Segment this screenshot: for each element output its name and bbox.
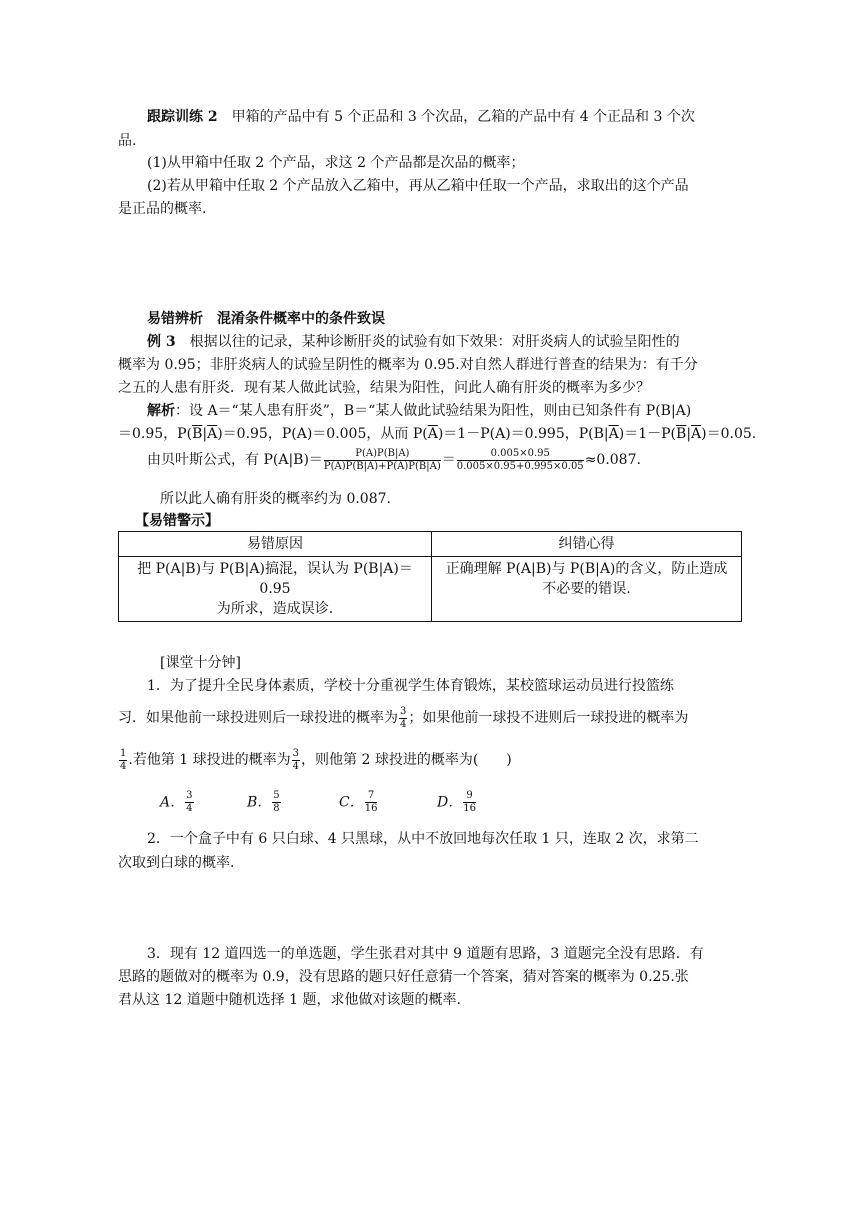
track-line2: 品. <box>118 133 137 149</box>
option-d <box>437 791 477 814</box>
example-line2: 概率为 0.95；非肝炎病人的试验呈阴性的概率为 0.95.对自然人群进行普查的结果为：有千分 <box>118 357 698 373</box>
q1-line3-a: .若他第 1 球投进的概率为 <box>128 752 291 768</box>
reason-line2: 为所求，造成误诊. <box>216 601 334 617</box>
bayes-result: ≈0.087. <box>584 452 641 468</box>
frac-den: 16 <box>364 803 378 814</box>
frac-num: 3 <box>186 790 193 801</box>
track-q1: (1)从甲箱中任取 2 个产品，求这 2 个产品都是次品的概率； <box>147 155 525 171</box>
q1-line3-b: ，则他第 2 球投进的概率为( ) <box>301 752 512 768</box>
q1-line2-a: 习．如果他前一球投进则后一球投进的概率为 <box>118 710 398 726</box>
sol2-g: )＝1－P(A)＝0.995，P(B| <box>437 426 609 442</box>
option-fraction <box>272 791 280 814</box>
option-b <box>247 791 282 814</box>
solution-line2 <box>118 424 756 444</box>
bayes-line <box>147 446 641 474</box>
fraction-3-4 <box>399 707 407 730</box>
bayes-prefix: 由贝叶斯公式，有 P(A|B)＝ <box>147 452 323 468</box>
q1-line1: 1．为了提升全民身体素质，学校十分重视学生体育锻炼，某校篮球运动员进行投篮练 <box>147 678 674 694</box>
sol2-e: )＝0.95，P(A)＝0.005，从而 P( <box>217 426 428 442</box>
sol2-c: | <box>202 426 208 442</box>
frac-num: 3 <box>292 747 300 759</box>
track-q2a: (2)若从甲箱中任取 2 个产品放入乙箱中，再从乙箱中任取一个产品，求取出的这个产品 <box>147 178 689 194</box>
bayes-num2: 0.005×0.95 <box>457 449 584 461</box>
option-fraction <box>185 791 193 814</box>
table-cell-reason <box>119 557 432 622</box>
example-label: 例 3 <box>147 334 176 350</box>
lesson-line2: 不必要的错误. <box>542 581 631 597</box>
bayes-fraction-1 <box>324 449 441 472</box>
option-label: A． <box>160 794 185 811</box>
bayes-num1: P(A)P(B|A) <box>324 449 441 461</box>
fraction-1-4 <box>119 749 127 772</box>
track-title: 跟踪训练 2 <box>147 109 218 125</box>
class-heading: [课堂十分钟] <box>160 655 241 671</box>
frac-num: 9 <box>463 791 476 803</box>
q2-line2: 次取到白球的概率. <box>118 855 235 871</box>
bayes-eq: ＝ <box>441 452 456 468</box>
option-label: D． <box>437 794 463 811</box>
lesson-line1: 正确理解 P(A|B)与 P(B|A)的含义，防止造成 <box>445 561 728 577</box>
option-a <box>160 791 195 814</box>
option-c <box>339 791 378 814</box>
sol2-i: )＝1－P( <box>618 426 677 442</box>
frac-den: 4 <box>120 760 127 772</box>
bayes-den2: 0.005×0.95+0.995×0.05 <box>456 460 584 472</box>
q1-line2-b: ；如果他前一球投不进则后一球投进的概率为 <box>408 710 689 726</box>
fraction-3-4b <box>292 749 300 772</box>
frac-den: 16 <box>463 803 476 814</box>
track-line1: 甲箱的产品中有 5 个正品和 3 个次品，乙箱的产品中有 4 个正品和 3 个次 <box>231 109 695 125</box>
table-cell-lesson <box>432 557 742 622</box>
table-header-reason: 易错原因 <box>119 532 432 557</box>
sol2-h: $\overline{A}$ <box>608 426 619 442</box>
conclusion: 所以此人确有肝炎的概率约为 0.087. <box>160 491 391 507</box>
sol2-d: $\overline{A}$ <box>207 426 218 442</box>
warning-table <box>118 531 742 622</box>
option-label: B． <box>247 794 272 811</box>
frac-num: 5 <box>273 790 280 801</box>
frac-den: 4 <box>400 718 407 730</box>
q3-line1: 3．现有 12 道四选一的单选题，学生张君对其中 9 道题有思路，3 道题完全没有思路．有 <box>147 946 704 962</box>
example-paragraph <box>147 332 680 352</box>
solution-text1: ：设 A＝“某人患有肝炎”，B＝“某人做此试验结果为阳性，则由已知条件有 P(B|A) <box>175 403 692 419</box>
sol2-k: | <box>686 426 692 442</box>
track-q2b: 是正品的概率. <box>118 201 207 217</box>
bayes-den1: P(A)P(B|A)+P(A)P(B|A) <box>323 460 441 472</box>
sol2-m: )＝0.05. <box>701 426 757 442</box>
sol2-j: $\overline{B}$ <box>676 426 687 442</box>
frac-num: 1 <box>120 747 127 759</box>
table-header-row <box>119 532 742 557</box>
frac-den: 4 <box>292 760 300 772</box>
mistake-heading: 易错辨析 混淆条件概率中的条件致误 <box>147 311 385 327</box>
sol2-l: $\overline{A}$ <box>691 426 702 442</box>
option-fraction <box>463 791 476 814</box>
option-label: C． <box>339 794 364 811</box>
frac-den: 4 <box>186 803 193 814</box>
solution-label: 解析 <box>147 403 175 419</box>
track-paragraph <box>147 107 695 127</box>
frac-num: 3 <box>400 705 407 717</box>
example-line3: 之五的人患有肝炎．现有某人做此试验，结果为阳性，问此人确有肝炎的概率为多少？ <box>118 380 650 396</box>
q3-line2: 思路的题做对的概率为 0.9，没有思路的题只好任意猜一个答案，猜对答案的概率为 0.25.张 <box>118 969 689 985</box>
q3-line3: 君从这 12 道题中随机选择 1 题，求他做对该题的概率. <box>118 992 461 1008</box>
q1-line2 <box>118 704 688 732</box>
option-fraction <box>365 791 378 814</box>
table-header-lesson: 纠错心得 <box>432 532 742 557</box>
reason-line1: 把 P(A|B)与 P(B|A)搞混，误认为 P(B|A)＝0.95 <box>137 561 413 597</box>
sol2-b: $\overline{B}$ <box>192 426 203 442</box>
warning-heading: 【易错警示】 <box>135 513 219 529</box>
sol2-f: $\overline{A}$ <box>427 426 438 442</box>
frac-num: 7 <box>365 791 378 803</box>
q2-line1: 2．一个盒子中有 6 只白球、4 只黑球，从中不放回地每次任取 1 只，连取 2 次，求第二 <box>147 831 699 847</box>
solution-line1 <box>147 401 691 421</box>
frac-den: 8 <box>273 803 280 814</box>
table-row <box>119 557 742 622</box>
q1-line3 <box>118 746 512 774</box>
example-line1: 根据以往的记录，某种诊断肝炎的试验有如下效果：对肝炎病人的试验呈阳性的 <box>189 334 680 350</box>
sol2-a: ＝0.95，P( <box>118 426 193 442</box>
bayes-fraction-2 <box>457 449 584 472</box>
